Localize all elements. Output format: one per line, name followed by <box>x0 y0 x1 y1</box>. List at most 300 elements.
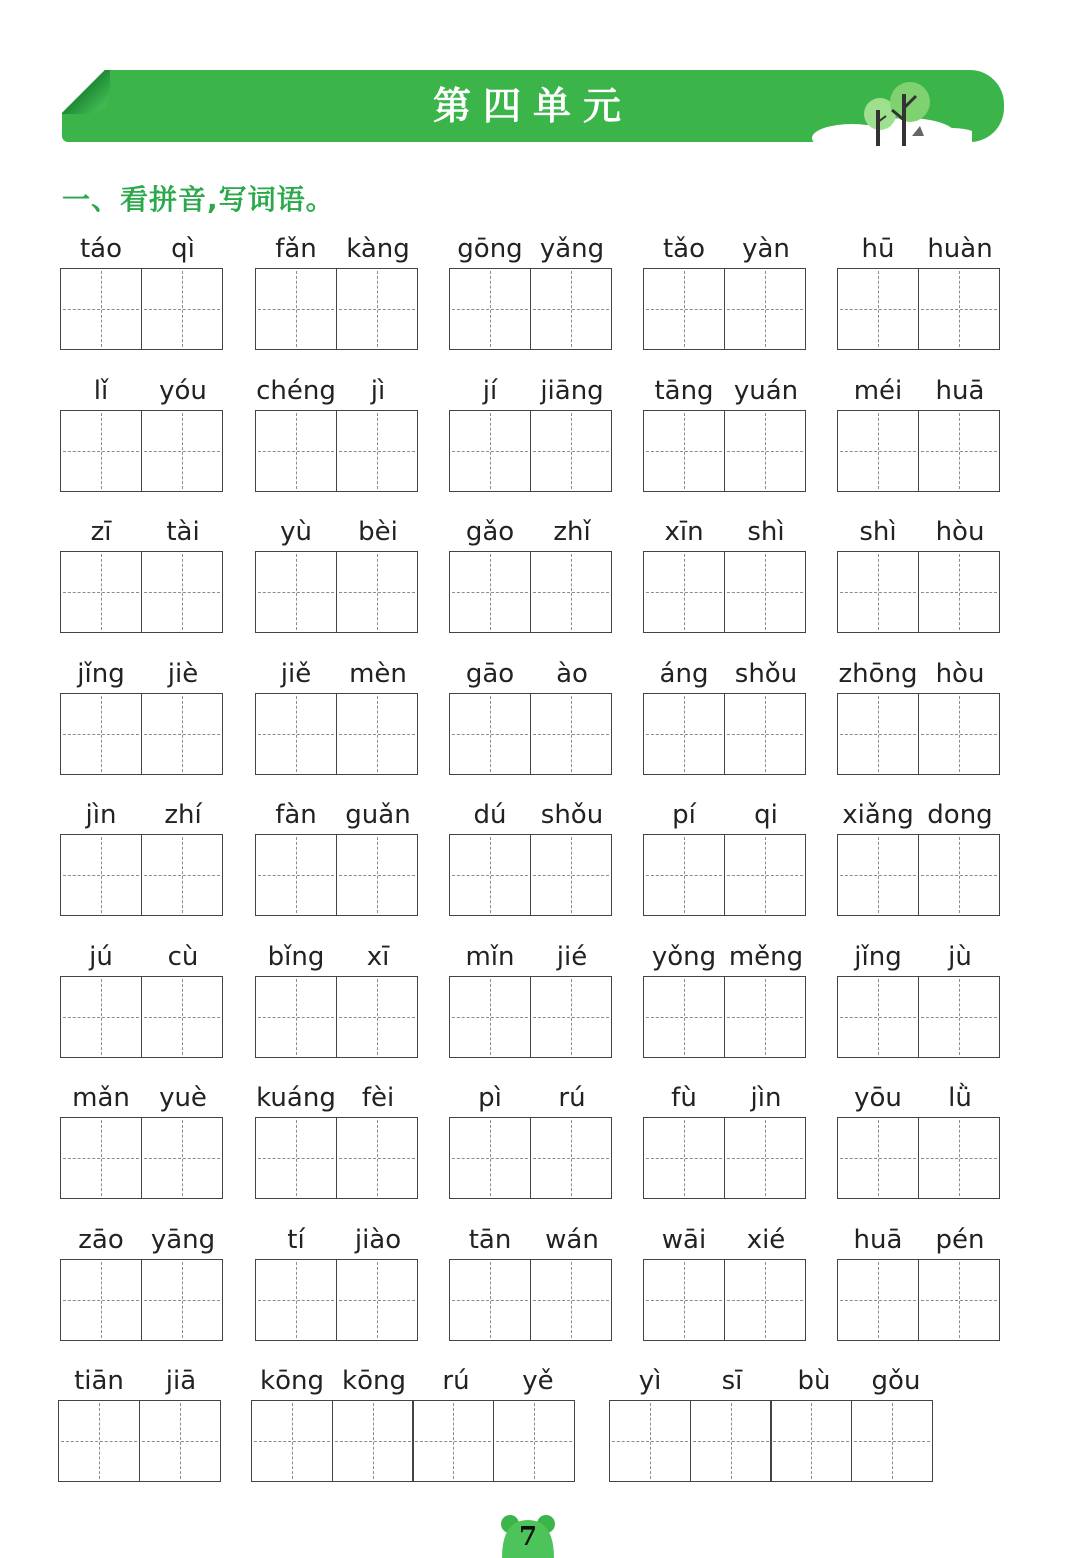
guide-line-horizontal <box>258 734 334 735</box>
character-writing-box[interactable] <box>643 551 725 633</box>
pinyin-syllable: jǐng <box>77 658 125 689</box>
writing-boxes <box>449 693 613 775</box>
guide-line-horizontal <box>63 734 139 735</box>
pinyin-row <box>255 515 419 549</box>
guide-line-horizontal <box>258 1158 334 1159</box>
word-item <box>837 515 1001 633</box>
word-item <box>449 515 613 633</box>
character-writing-box[interactable] <box>643 976 725 1058</box>
word-item <box>255 374 419 492</box>
character-writing-box[interactable] <box>336 1117 418 1199</box>
guide-line-horizontal <box>727 309 803 310</box>
pinyin-syllable: xī <box>366 941 390 972</box>
writing-boxes <box>837 1117 1001 1199</box>
character-writing-box[interactable] <box>918 1259 1000 1341</box>
character-writing-box[interactable] <box>724 410 806 492</box>
pinyin-syllable: jiā <box>165 1366 197 1396</box>
guide-line-horizontal <box>144 1158 220 1159</box>
writing-boxes <box>449 976 613 1058</box>
character-writing-box[interactable] <box>60 268 142 350</box>
pinyin-syllable: jì <box>370 375 386 406</box>
pinyin-syllable: zhí <box>164 800 202 830</box>
word-item <box>643 1081 807 1199</box>
character-writing-box[interactable] <box>141 834 223 916</box>
pinyin-syllable: wāi <box>661 1224 707 1255</box>
guide-line-horizontal <box>61 1441 137 1442</box>
writing-boxes <box>643 976 807 1058</box>
character-writing-box[interactable] <box>449 1259 531 1341</box>
pinyin-row <box>255 798 419 832</box>
word-item <box>837 232 1001 350</box>
pinyin-row <box>60 940 224 974</box>
character-writing-box[interactable] <box>251 1400 333 1482</box>
writing-boxes <box>255 1259 419 1341</box>
word-item <box>449 940 613 1058</box>
word-item <box>837 940 1001 1058</box>
word-item <box>449 657 613 775</box>
character-writing-box[interactable] <box>837 551 919 633</box>
guide-line-horizontal <box>452 309 528 310</box>
pinyin-syllable: pí <box>672 800 696 830</box>
guide-line-horizontal <box>258 1017 334 1018</box>
guide-line-horizontal <box>258 592 334 593</box>
character-writing-box[interactable] <box>837 1117 919 1199</box>
pinyin-syllable: jié <box>556 941 588 972</box>
guide-line-horizontal <box>63 592 139 593</box>
guide-line-horizontal <box>840 1158 916 1159</box>
pinyin-row <box>609 1364 937 1398</box>
guide-line-horizontal <box>693 1441 769 1442</box>
character-writing-box[interactable] <box>60 410 142 492</box>
pinyin-row <box>60 798 224 832</box>
pinyin-row <box>60 232 224 266</box>
pinyin-syllable: gōng <box>457 234 523 264</box>
character-writing-box[interactable] <box>60 976 142 1058</box>
writing-boxes <box>837 410 1001 492</box>
character-writing-box[interactable] <box>530 834 612 916</box>
word-item <box>60 374 224 492</box>
writing-boxes <box>609 1400 937 1482</box>
guide-line-horizontal <box>533 451 609 452</box>
pinyin-syllable: fǎn <box>275 234 317 264</box>
character-writing-box[interactable] <box>851 1400 933 1482</box>
guide-line-horizontal <box>727 1300 803 1301</box>
guide-line-horizontal <box>452 875 528 876</box>
character-writing-box[interactable] <box>332 1400 414 1482</box>
pinyin-syllable: fù <box>671 1083 697 1113</box>
character-writing-box[interactable] <box>141 1117 223 1199</box>
guide-line-horizontal <box>533 1300 609 1301</box>
character-writing-box[interactable] <box>837 1259 919 1341</box>
word-item <box>60 798 224 916</box>
character-writing-box[interactable] <box>255 834 337 916</box>
page-number: 7 <box>518 1522 538 1552</box>
pinyin-syllable: fèi <box>361 1083 395 1113</box>
writing-boxes <box>643 693 807 775</box>
pinyin-syllable: mǎn <box>72 1083 130 1113</box>
pinyin-syllable: jú <box>89 941 113 972</box>
character-writing-box[interactable] <box>724 693 806 775</box>
character-writing-box[interactable] <box>724 1117 806 1199</box>
pinyin-row <box>60 1223 224 1257</box>
writing-boxes <box>449 268 613 350</box>
character-writing-box[interactable] <box>336 1259 418 1341</box>
pinyin-syllable: méi <box>853 375 903 406</box>
character-writing-box[interactable] <box>449 410 531 492</box>
character-writing-box[interactable] <box>609 1400 691 1482</box>
character-writing-box[interactable] <box>493 1400 575 1482</box>
pinyin-row <box>837 1081 1001 1115</box>
pinyin-syllable: hòu <box>935 658 985 689</box>
character-writing-box[interactable] <box>724 268 806 350</box>
word-item <box>255 657 419 775</box>
guide-line-horizontal <box>646 1158 722 1159</box>
character-writing-box[interactable] <box>60 1117 142 1199</box>
word-item <box>58 1364 222 1482</box>
character-writing-box[interactable] <box>255 1117 337 1199</box>
writing-boxes <box>449 551 613 633</box>
character-writing-box[interactable] <box>60 1259 142 1341</box>
character-writing-box[interactable] <box>724 551 806 633</box>
writing-boxes <box>837 268 1001 350</box>
pinyin-syllable: yàn <box>742 234 790 264</box>
pinyin-syllable: kōng <box>342 1366 406 1396</box>
pinyin-syllable: shì <box>859 517 897 547</box>
character-writing-box[interactable] <box>918 551 1000 633</box>
guide-line-horizontal <box>854 1441 930 1442</box>
unit-title: 第四单元 <box>432 84 633 128</box>
word-item <box>837 1081 1001 1199</box>
guide-line-horizontal <box>840 1300 916 1301</box>
guide-line-horizontal <box>452 592 528 593</box>
pinyin-row <box>643 374 807 408</box>
guide-line-horizontal <box>727 875 803 876</box>
writing-boxes <box>643 834 807 916</box>
pinyin-syllable: yì <box>638 1366 662 1396</box>
character-writing-box[interactable] <box>643 410 725 492</box>
character-writing-box[interactable] <box>449 834 531 916</box>
guide-line-horizontal <box>452 1300 528 1301</box>
pinyin-row <box>837 798 1001 832</box>
pinyin-syllable: hū <box>861 234 895 264</box>
guide-line-horizontal <box>533 734 609 735</box>
character-writing-box[interactable] <box>58 1400 140 1482</box>
writing-boxes <box>60 410 224 492</box>
character-writing-box[interactable] <box>837 976 919 1058</box>
pinyin-syllable: kōng <box>260 1366 324 1396</box>
pinyin-syllable: gǎo <box>465 517 515 547</box>
word-item <box>837 657 1001 775</box>
character-writing-box[interactable] <box>449 268 531 350</box>
guide-line-horizontal <box>840 875 916 876</box>
character-writing-box[interactable] <box>724 976 806 1058</box>
guide-line-horizontal <box>840 451 916 452</box>
character-writing-box[interactable] <box>643 693 725 775</box>
guide-line-horizontal <box>452 1017 528 1018</box>
character-writing-box[interactable] <box>918 834 1000 916</box>
character-writing-box[interactable] <box>918 410 1000 492</box>
guide-line-horizontal <box>646 1300 722 1301</box>
word-item <box>449 374 613 492</box>
character-writing-box[interactable] <box>60 693 142 775</box>
guide-line-horizontal <box>840 309 916 310</box>
guide-line-horizontal <box>63 1300 139 1301</box>
pinyin-row <box>449 657 613 691</box>
pinyin-row <box>449 1223 613 1257</box>
pinyin-row <box>251 1364 579 1398</box>
writing-boxes <box>255 1117 419 1199</box>
character-writing-box[interactable] <box>255 693 337 775</box>
guide-line-horizontal <box>921 1158 997 1159</box>
pinyin-syllable: wán <box>545 1224 599 1255</box>
guide-line-horizontal <box>646 309 722 310</box>
word-item <box>255 1223 419 1341</box>
writing-boxes <box>449 1259 613 1341</box>
character-writing-box[interactable] <box>530 1259 612 1341</box>
character-writing-box[interactable] <box>770 1400 852 1482</box>
character-writing-box[interactable] <box>449 551 531 633</box>
guide-line-horizontal <box>63 1158 139 1159</box>
writing-boxes <box>60 976 224 1058</box>
character-writing-box[interactable] <box>336 551 418 633</box>
writing-boxes <box>643 551 807 633</box>
guide-line-horizontal <box>63 309 139 310</box>
character-writing-box[interactable] <box>336 976 418 1058</box>
word-item <box>255 515 419 633</box>
pinyin-syllable: bèi <box>358 517 398 547</box>
character-writing-box[interactable] <box>141 693 223 775</box>
guide-line-horizontal <box>921 592 997 593</box>
guide-line-horizontal <box>452 451 528 452</box>
guide-line-horizontal <box>646 875 722 876</box>
pinyin-syllable: huā <box>853 1224 903 1255</box>
guide-line-horizontal <box>258 1300 334 1301</box>
guide-line-horizontal <box>727 1158 803 1159</box>
pinyin-syllable: měng <box>728 941 804 972</box>
character-writing-box[interactable] <box>918 976 1000 1058</box>
character-writing-box[interactable] <box>60 834 142 916</box>
guide-line-horizontal <box>258 451 334 452</box>
character-writing-box[interactable] <box>918 1117 1000 1199</box>
word-item <box>255 798 419 916</box>
pinyin-syllable: yóu <box>159 375 207 406</box>
writing-boxes <box>255 551 419 633</box>
character-writing-box[interactable] <box>530 976 612 1058</box>
guide-line-horizontal <box>144 309 220 310</box>
pinyin-row <box>449 232 613 266</box>
character-writing-box[interactable] <box>449 693 531 775</box>
pinyin-syllable: huā <box>935 375 985 406</box>
guide-line-horizontal <box>254 1441 330 1442</box>
pinyin-row <box>58 1364 222 1398</box>
writing-boxes <box>60 1117 224 1199</box>
guide-line-horizontal <box>533 309 609 310</box>
guide-line-horizontal <box>533 875 609 876</box>
character-writing-box[interactable] <box>412 1400 494 1482</box>
pinyin-syllable: rú <box>558 1083 586 1113</box>
guide-line-horizontal <box>339 875 415 876</box>
word-item <box>255 940 419 1058</box>
pinyin-row <box>643 515 807 549</box>
guide-line-horizontal <box>339 734 415 735</box>
writing-boxes <box>255 976 419 1058</box>
writing-boxes <box>58 1400 222 1482</box>
character-writing-box[interactable] <box>141 551 223 633</box>
writing-boxes <box>60 834 224 916</box>
writing-boxes <box>449 1117 613 1199</box>
character-writing-box[interactable] <box>141 976 223 1058</box>
guide-line-horizontal <box>142 1441 218 1442</box>
pinyin-syllable: zhōng <box>838 658 918 689</box>
pinyin-syllable: yù <box>280 517 312 547</box>
character-writing-box[interactable] <box>643 1259 725 1341</box>
pinyin-row <box>837 657 1001 691</box>
character-writing-box[interactable] <box>837 834 919 916</box>
character-writing-box[interactable] <box>918 268 1000 350</box>
character-writing-box[interactable] <box>643 268 725 350</box>
character-writing-box[interactable] <box>724 834 806 916</box>
writing-boxes <box>837 834 1001 916</box>
pinyin-syllable: tǎo <box>662 234 706 264</box>
word-item <box>60 1223 224 1341</box>
guide-line-horizontal <box>335 1441 411 1442</box>
pinyin-syllable: zī <box>90 517 112 547</box>
pinyin-syllable: yōu <box>854 1083 902 1113</box>
pinyin-syllable: tiān <box>74 1366 124 1396</box>
word-item <box>643 374 807 492</box>
guide-line-horizontal <box>921 734 997 735</box>
pinyin-row <box>255 374 419 408</box>
writing-boxes <box>643 268 807 350</box>
word-item <box>643 515 807 633</box>
pinyin-row <box>255 940 419 974</box>
pinyin-syllable: jiào <box>354 1224 402 1255</box>
pinyin-syllable: tí <box>287 1224 305 1255</box>
character-writing-box[interactable] <box>449 1117 531 1199</box>
pinyin-syllable: tài <box>166 517 200 547</box>
guide-line-horizontal <box>612 1441 688 1442</box>
character-writing-box[interactable] <box>141 1259 223 1341</box>
pinyin-syllable: jù <box>948 941 972 972</box>
pinyin-syllable: yāng <box>150 1224 216 1255</box>
pinyin-row <box>643 1081 807 1115</box>
character-writing-box[interactable] <box>530 268 612 350</box>
character-writing-box[interactable] <box>141 410 223 492</box>
guide-line-horizontal <box>496 1441 572 1442</box>
writing-boxes <box>251 1400 579 1482</box>
character-writing-box[interactable] <box>336 268 418 350</box>
character-writing-box[interactable] <box>141 268 223 350</box>
character-writing-box[interactable] <box>255 410 337 492</box>
word-item <box>609 1364 937 1482</box>
pinyin-syllable: jǐng <box>854 941 902 972</box>
word-item <box>643 657 807 775</box>
character-writing-box[interactable] <box>690 1400 772 1482</box>
guide-line-horizontal <box>840 592 916 593</box>
word-item <box>255 232 419 350</box>
writing-boxes <box>255 410 419 492</box>
pinyin-row <box>643 657 807 691</box>
guide-line-horizontal <box>533 1017 609 1018</box>
character-writing-box[interactable] <box>255 976 337 1058</box>
writing-boxes <box>837 976 1001 1058</box>
character-writing-box[interactable] <box>530 1117 612 1199</box>
writing-boxes <box>837 1259 1001 1341</box>
character-writing-box[interactable] <box>255 1259 337 1341</box>
writing-boxes <box>255 693 419 775</box>
pinyin-row <box>60 657 224 691</box>
character-writing-box[interactable] <box>530 551 612 633</box>
pinyin-syllable: fàn <box>275 800 317 830</box>
guide-line-horizontal <box>727 1017 803 1018</box>
word-item <box>449 1081 613 1199</box>
pinyin-row <box>60 515 224 549</box>
pinyin-syllable: chéng <box>256 375 336 406</box>
pinyin-row <box>837 1223 1001 1257</box>
pinyin-syllable: yuán <box>733 375 799 406</box>
character-writing-box[interactable] <box>837 693 919 775</box>
pinyin-syllable: jí <box>482 375 498 406</box>
pinyin-syllable: táo <box>79 234 123 264</box>
character-writing-box[interactable] <box>336 834 418 916</box>
character-writing-box[interactable] <box>530 410 612 492</box>
guide-line-horizontal <box>339 1300 415 1301</box>
pinyin-row <box>643 1223 807 1257</box>
tree-icon <box>812 80 972 146</box>
character-writing-box[interactable] <box>336 693 418 775</box>
guide-line-horizontal <box>144 592 220 593</box>
pinyin-syllable: yǒng <box>651 941 717 972</box>
character-writing-box[interactable] <box>255 268 337 350</box>
pinyin-syllable: zāo <box>78 1224 124 1255</box>
guide-line-horizontal <box>339 592 415 593</box>
word-item <box>837 374 1001 492</box>
writing-boxes <box>643 1117 807 1199</box>
character-writing-box[interactable] <box>255 551 337 633</box>
pinyin-syllable: jìn <box>85 800 117 830</box>
character-writing-box[interactable] <box>530 693 612 775</box>
character-writing-box[interactable] <box>837 410 919 492</box>
word-item <box>60 1081 224 1199</box>
pinyin-row <box>255 232 419 266</box>
character-writing-box[interactable] <box>336 410 418 492</box>
character-writing-box[interactable] <box>449 976 531 1058</box>
pinyin-row <box>449 1081 613 1115</box>
character-writing-box[interactable] <box>139 1400 221 1482</box>
pinyin-syllable: pén <box>935 1224 985 1255</box>
pinyin-syllable: shì <box>747 517 785 547</box>
guide-line-horizontal <box>646 451 722 452</box>
character-writing-box[interactable] <box>837 268 919 350</box>
pinyin-syllable: qì <box>171 234 195 264</box>
guide-line-horizontal <box>727 734 803 735</box>
pinyin-syllable: jiè <box>167 658 199 689</box>
guide-line-horizontal <box>921 1017 997 1018</box>
character-writing-box[interactable] <box>918 693 1000 775</box>
character-writing-box[interactable] <box>60 551 142 633</box>
character-writing-box[interactable] <box>643 1117 725 1199</box>
writing-boxes <box>60 693 224 775</box>
pinyin-syllable: dong <box>927 800 993 830</box>
character-writing-box[interactable] <box>643 834 725 916</box>
character-writing-box[interactable] <box>724 1259 806 1341</box>
word-item <box>60 515 224 633</box>
writing-boxes <box>449 834 613 916</box>
word-item <box>449 1223 613 1341</box>
guide-line-horizontal <box>452 734 528 735</box>
guide-line-horizontal <box>63 1017 139 1018</box>
pinyin-syllable: jiě <box>280 658 312 689</box>
